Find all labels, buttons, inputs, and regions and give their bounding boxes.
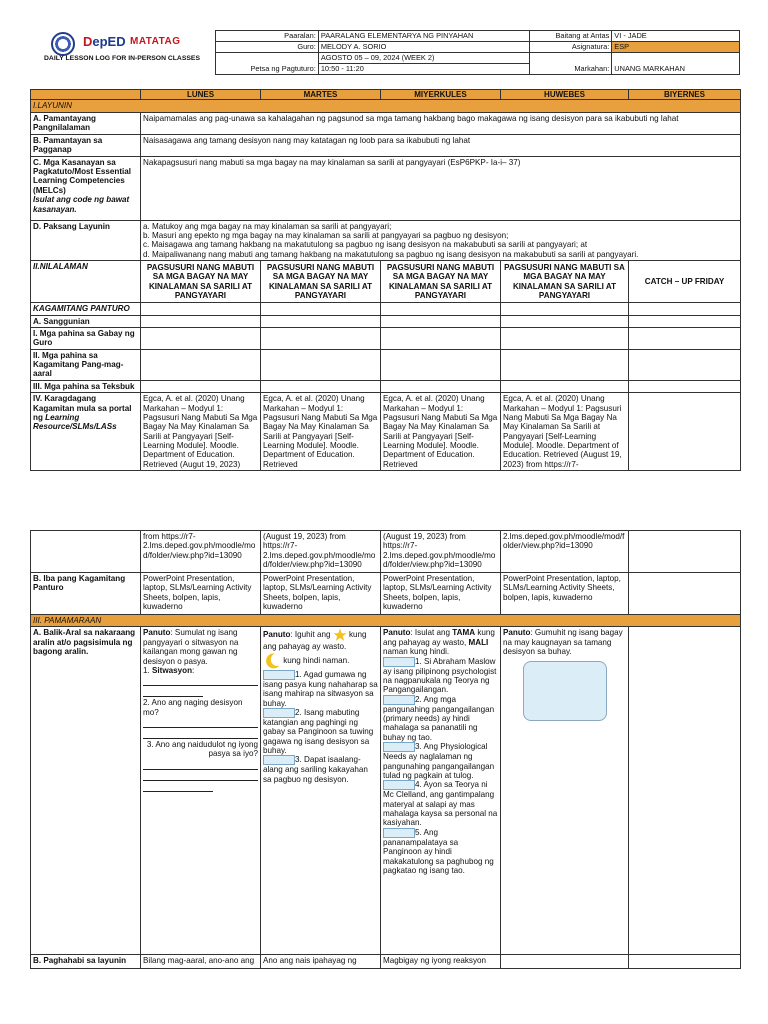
miy-item-1: 1. Si Abraham Maslow ay isang pilipinong psychologist na nagpanukala ng Teorya ng Pangangailangan.	[383, 656, 497, 695]
answer-box[interactable]	[383, 695, 415, 705]
row-label-paksang-layunin: D. Paksang Layunin	[31, 220, 141, 261]
deped-seal-icon	[51, 32, 75, 56]
panuto-label: Panuto	[383, 628, 411, 638]
day-header-martes: MARTES	[261, 90, 381, 100]
asignatura-label: Asignatura:	[529, 42, 611, 53]
nilalaman-lunes: PAGSUSURI NANG MABUTI SA MGA BAGAY NA MAY KINALAMAN SA SARILI AT PANGYAYARI	[141, 261, 261, 303]
answer-box[interactable]	[263, 755, 295, 765]
lunes-item-1-label: Sitwasyon	[152, 665, 193, 675]
ref-martes: Egca, A. et al. (2020) Unang Markahan – Modyul 1: Pagsusuri Nang Mabuti Sa Mga Bagay Na May Kinalaman Sa Sarili at Pangyayari [Self-Learning Module]. Moodle. Department of Education. Retrieved	[261, 393, 381, 471]
lesson-table-2	[30, 530, 741, 969]
markahan-value: UNANG MARKAHAN	[612, 53, 740, 75]
row-text-pamantayang-pangnilalaman: Naipamamalas ang pag-unawa sa kahalagahan ng pagsunod sa mga tamang hakbang bago makagawa ng isang desisyon para sa ikabubuti ng lahat	[141, 112, 741, 134]
huw-panuto-text: : Gumuhit ng isang bagay na may kaugnayan sa tamang desisyon sa buhay.	[503, 628, 623, 657]
martes-moon-text: kung hindi naman.	[283, 655, 350, 665]
lesson-table-1	[30, 89, 741, 471]
answer-line[interactable]	[143, 760, 258, 770]
miy-item-2: 2. Ang mga pangunahing pangangailangan (primary needs) ay hindi mahalaga sa pananatili ng buhay ng tao.	[383, 694, 495, 742]
answer-line[interactable]	[143, 676, 258, 686]
balik-huwebes	[501, 627, 629, 955]
paghahabi-miyerkules: Magbigay ng iyong reaksyon	[381, 955, 501, 969]
day-header-miyerkules: MIYERKULES	[381, 90, 501, 100]
layunin-a: a. Matukoy ang mga bagay na may kinalaman sa sarili at pangyayari;	[143, 221, 392, 231]
row-label-paghahabi: B. Paghahabi sa layunin	[31, 955, 141, 969]
martes-item-2: 2. Isang mabuting katangian ang paghingi ng gabay sa Panginoon sa tuwing gagawa ng isang desisyon sa buhay.	[263, 708, 374, 755]
section-pamamaraan: III. PAMAMARAAN	[31, 615, 741, 627]
paaralan-label: Paaralan:	[215, 31, 318, 42]
paghahabi-lunes: Bilang mag-aaral, ano-ano ang	[141, 955, 261, 969]
miy-item-3: 3. Ang Physiological Needs ay naglalaman ng pangunahing pangangailangan tulad ng pagkain at tulog.	[383, 742, 495, 780]
answer-line[interactable]	[143, 729, 258, 739]
row-label-nilalaman: II.NILALAMAN	[31, 261, 141, 303]
karagdagang-label: IV. Karagdagang Kagamitan mula sa portal ng	[33, 394, 132, 422]
miy-panuto-1: : Isulat ang	[410, 628, 453, 638]
deped-logo: DepED	[83, 33, 126, 49]
paghahabi-martes: Ano ang nais ipahayag ng	[261, 955, 381, 969]
miy-item-4: 4. Ayon sa Teorya ni Mc Clelland, ang gantimpalang materyal at salapi ay mas mahalaga kaysa sa personal na kasiyahan.	[383, 780, 498, 828]
lunes-item-1-num: 1.	[143, 665, 152, 675]
lunes-item-3: 3. Ano ang naidudulot ng iyong pasya sa iyo?	[146, 740, 258, 759]
row-text-melcs: Nakapagsusuri nang mabuti sa mga bagay na may kinalaman sa sarili at pangyayari (EsP6PKP- Ia-i– 37)	[141, 156, 741, 220]
asignatura-value: ESP	[612, 42, 740, 53]
answer-box[interactable]	[383, 657, 415, 667]
layunin-b: b. Masuri ang epekto ng mga bagay na may kinalaman sa sarili at pangyayari sa pagbuo ng desisyon;	[143, 231, 509, 241]
day-header-huwebes: HUWEBES	[501, 90, 629, 100]
petsa-value-2: 10:50 - 11:20	[318, 64, 529, 75]
melcs-label-italic: Isulat ang code ng bawat kasanayan.	[33, 195, 130, 214]
iba-miyerkules: PowerPoint Presentation, laptop, SLMs/Learning Activity Sheets, bolpen, lapis, kuwaderno	[381, 573, 501, 615]
balik-lunes	[141, 627, 261, 955]
answer-box[interactable]	[383, 742, 415, 752]
row-text-paksang-layunin	[141, 220, 741, 261]
layunin-d: d. Maipaliwanang nang mabuti ang tamang hakbang na makatutulong sa pagbuo ng isang desisyon na makabubuti sa sarili at pangyayari.	[143, 249, 639, 259]
row-label-kagamitang-pang-mag-aaral: II. Mga pahina sa Kagamitang Pang-mag-aaral	[31, 349, 141, 380]
miy-mali: MALI	[468, 637, 489, 647]
answer-box[interactable]	[263, 708, 295, 718]
karagdagang-label-italic: Learning Resource/SLMs/LASs	[33, 412, 117, 432]
day-header-blank	[31, 90, 141, 100]
panuto-label: Panuto	[263, 630, 291, 640]
dll-page-1	[30, 30, 740, 471]
row-label-balik-aral: A. Balik-Aral sa nakaraang aralin at/o pagsisimula ng bagong aralin.	[31, 627, 141, 955]
nilalaman-martes: PAGSUSURI NANG MABUTI SA MGA BAGAY NA MAY KINALAMAN SA SARILI AT PANGYAYARI	[261, 261, 381, 303]
day-header-lunes: LUNES	[141, 90, 261, 100]
miy-tama: TAMA	[452, 628, 476, 638]
petsa-value-1: AGOSTO 05 – 09, 2024 (WEEK 2)	[318, 53, 529, 64]
row-label-karagdagang	[31, 393, 141, 471]
martes-panuto-text-1: : Iguhit ang	[290, 630, 331, 640]
answer-box[interactable]	[263, 670, 295, 680]
row-label-sanggunian: A. Sanggunian	[31, 315, 141, 327]
panuto-label: Panuto	[503, 628, 531, 638]
answer-line[interactable]	[143, 771, 258, 781]
lunes-item-1-colon: :	[192, 665, 195, 675]
logo-cell	[30, 31, 215, 75]
balik-miyerkules	[381, 627, 501, 955]
matatag-logo: MATATAG	[130, 35, 181, 47]
panuto-label: Panuto	[143, 628, 171, 638]
petsa-label: Petsa ng Pagtuturo:	[215, 53, 318, 75]
markahan-label: Markahan:	[529, 53, 611, 75]
miy-panuto-3: naman kung hindi.	[383, 647, 450, 657]
ref-cont-miyerkules: (August 19, 2023) from https://r7-2.lms.deped.gov.ph/moodle/mod/folder/view.php?id=13090	[381, 531, 501, 573]
miy-item-5: 5. Ang pananampalataya sa Panginoon ay hindi makakatulong sa paghubog ng pagkatao ng isang tao.	[383, 827, 494, 875]
lunes-item-2: 2. Ano ang naging desisyon mo?	[143, 698, 243, 717]
martes-panuto-text-2: kung ang pahayag ay wasto.	[263, 630, 367, 652]
ref-cont-huwebes: 2.lms.deped.gov.ph/moodle/mod/folder/view.php?id=13090	[501, 531, 629, 573]
ref-miyerkules: Egca, A. et al. (2020) Unang Markahan – Modyul 1: Pagsusuri Nang Mabuti Sa Mga Bagay Na May Kinalaman Sa Sarili at Pangyayari [Self-Learning Module]. Moodle. Department of Education. Retrieved	[381, 393, 501, 471]
ref-cont-martes: (August 19, 2023) from https://r7-2.lms.deped.gov.ph/moodle/mod/folder/view.php?id=13090	[261, 531, 381, 573]
star-icon	[333, 628, 347, 642]
balik-martes	[261, 627, 381, 955]
answer-box[interactable]	[383, 828, 415, 838]
lunes-panuto-text: : Sumulat ng isang pangyayari o sitwasyon na kailangan mong gawan ng desisyon o pasya.	[143, 628, 239, 666]
day-header-biyernes: BIYERNES	[629, 90, 741, 100]
row-text-pamantayan-pagganap: Naisasagawa ang tamang desisyon nang may katatagan ng loob para sa ikabubuti ng lahat	[141, 134, 741, 156]
answer-box[interactable]	[383, 780, 415, 790]
baitang-value: VI - JADE	[612, 31, 740, 42]
paaralan-value: PAARALANG ELEMENTARYA NG PINYAHAN	[318, 31, 529, 42]
row-label-gabay-guro: I. Mga pahina sa Gabay ng Guro	[31, 327, 141, 349]
martes-item-1: 1. Agad gumawa ng isang pasya kung nahaharap sa isang mahirap na sitwasyon sa buhay.	[263, 669, 378, 708]
ref-huwebes: Egca, A. et al. (2020) Unang Markahan – Modyul 1: Pagsusuri Nang Mabuti Sa Mga Bagay Na May Kinalaman Sa Sarili at Pangyayari [Self-Learning Module]. Moodle. Department of Education. Retrieved (August 19, 2023) from https://r7-	[501, 393, 629, 471]
miy-panuto-2: kung ang pahayag ay wasto,	[383, 628, 495, 647]
answer-line[interactable]	[143, 782, 213, 792]
nilalaman-biyernes: CATCH – UP FRIDAY	[629, 261, 741, 303]
row-label-pamantayang-pangnilalaman: A. Pamantayang Pangnilalaman	[31, 112, 141, 134]
guro-value: MELODY A. SORIO	[318, 42, 529, 53]
moon-icon	[263, 652, 281, 670]
melcs-label: C. Mga Kasanayan sa Pagkatuto/Most Essential Learning Competencies (MELCs)	[33, 157, 132, 195]
dll-page-2	[30, 530, 740, 969]
row-label-teksbuk: III. Mga pahina sa Teksbuk	[31, 380, 141, 392]
iba-martes: PowerPoint Presentation, laptop, SLMs/Learning Activity Sheets, bolpen, lapis, kuwaderno	[261, 573, 381, 615]
iba-lunes: PowerPoint Presentation, laptop, SLMs/Learning Activity Sheets, bolpen, lapis, kuwaderno	[141, 573, 261, 615]
answer-line[interactable]	[143, 718, 258, 728]
row-label-pamantayan-pagganap: B. Pamantayan sa Pagganap	[31, 134, 141, 156]
iba-huwebes: PowerPoint Presentation, laptop, SLMs/Learning Activity Sheets, bolpen, lapis, kuwaderno	[501, 573, 629, 615]
section-layunin: I.LAYUNIN	[31, 100, 741, 112]
baitang-label: Baitang at Antas	[529, 31, 611, 42]
martes-item-3: 3. Dapat isaalang-alang ang sariling kakayahan sa pagbuo ng desisyon.	[263, 755, 368, 784]
row-label-kagamitang-panturo: KAGAMITANG PANTURO	[31, 303, 141, 315]
guro-label: Guro:	[215, 42, 318, 53]
row-label-iba-pang-kagamitan: B. Iba pang Kagamitang Panturo	[31, 573, 141, 615]
dll-title: DAILY LESSON LOG FOR IN-PERSON CLASSES	[44, 54, 200, 62]
nilalaman-miyerkules: PAGSUSURI NANG MABUTI SA MGA BAGAY NA MAY KINALAMAN SA SARILI AT PANGYAYARI	[381, 261, 501, 303]
ref-lunes: Egca, A. et al. (2020) Unang Markahan – Modyul 1: Pagsusuri Nang Mabuti Sa Mga Bagay Na May Kinalaman Sa Sarili at Pangyayari [Self-Learning Module]. Moodle. Department of Education. Retrieved (Augut 19, 2023)	[141, 393, 261, 471]
answer-line[interactable]	[143, 687, 203, 697]
layunin-c: c. Maisagawa ang tamang hakbang na makatutulong sa pagbuo ng isang desisyon na makabubuti sa sarili at pangyayari; at	[143, 240, 588, 250]
ref-cont-lunes: from https://r7-2.lms.deped.gov.ph/moodle/mod/folder/view.php?id=13090	[141, 531, 261, 573]
nilalaman-huwebes: PAGSUSURI NANG MABUTI SA MGA BAGAY NA MAY KINALAMAN SA SARILI AT PANGYAYARI	[501, 261, 629, 303]
header-table	[30, 30, 740, 75]
drawing-box[interactable]	[523, 661, 607, 721]
row-label-melcs	[31, 156, 141, 220]
